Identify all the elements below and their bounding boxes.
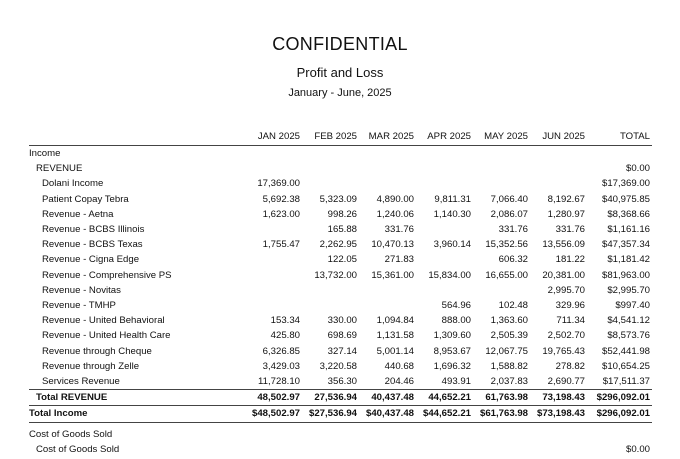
row-value-cell: 73,198.43 [530,390,587,406]
row-value-cell: 493.91 [441,376,471,388]
row-value-cell [302,283,359,298]
row-value-cell: 698.69 [327,330,357,342]
column-header-label [29,127,245,146]
row-value-cell: 11,728.10 [258,376,300,388]
row-value-cell: 327.14 [327,345,357,357]
row-value-cell: 16,655.00 [485,269,528,281]
row-value-cell: 102.48 [498,300,528,312]
row-value-cell: 1,140.30 [433,208,471,220]
row-value-cell [416,442,473,457]
row-total-cell: $296,092.01 [587,406,652,422]
row-value-cell: 2,995.70 [547,284,585,296]
row-value-cell: 9,811.31 [434,193,471,205]
column-header-row [29,127,652,146]
row-value-cell: 3,960.14 [433,239,471,251]
row-label: Revenue - Comprehensive PS [42,269,172,281]
row-value-cell [245,268,302,283]
row-value-cell [359,442,416,457]
report-period: January - June, 2025 [288,87,392,99]
row-value-cell: $40,437.48 [359,406,416,422]
row-total-cell: $52,441.98 [601,345,650,357]
total-revenue-row [29,390,652,406]
row-value-cell: 998.26 [327,208,357,220]
row-value-cell [416,176,473,191]
row-value-cell: 7,066.40 [490,193,528,205]
row-value-cell: 40,437.48 [359,390,416,406]
row-value-cell [302,176,359,191]
row-value-cell [473,442,530,457]
column-header: APR 2025 [416,127,473,146]
section-label-revenue: REVENUE [36,163,83,175]
row-value-cell: 3,429.03 [262,360,300,372]
row-value-cell [530,442,587,457]
row-total-cell: $10,654.25 [601,360,650,372]
row-total-cell: $47,357.34 [601,239,650,251]
row-value-cell: $48,502.97 [245,406,302,422]
row-total-cell: $1,181.42 [607,254,650,266]
row-value-cell: 8,192.67 [547,193,585,205]
row-value-cell: 1,363.60 [490,315,528,327]
row-value-cell: 2,262.95 [319,239,357,251]
row-total-cell: $40,975.85 [601,193,650,205]
revenue-line-row [29,374,652,390]
row-label: Cost of Goods Sold [36,443,120,455]
row-value-cell: 2,086.07 [490,208,528,220]
row-value-cell [245,442,302,457]
row-value-cell: 331.76 [555,224,585,236]
row-value-cell: 1,588.82 [490,360,528,372]
revenue-line-row [29,237,652,252]
row-value-cell: $27,536.94 [302,406,359,422]
row-value-cell: 15,352.56 [485,239,528,251]
row-value-cell: 13,732.00 [314,269,357,281]
row-value-cell [530,176,587,191]
row-value-cell: 5,692.38 [262,193,300,205]
revenue-line-row [29,192,652,207]
row-value-cell: 1,131.58 [376,330,414,342]
row-value-cell [359,176,416,191]
profit-loss-table [29,127,652,457]
row-value-cell: 19,765.43 [542,345,585,357]
column-header: MAR 2025 [359,127,416,146]
row-value-cell: 1,094.84 [376,315,414,327]
row-value-cell: 204.46 [384,376,414,388]
section-label-cogs: Cost of Goods Sold [29,428,113,440]
revenue-line-row [29,328,652,343]
row-value-cell: 8,953.67 [433,345,471,357]
row-value-cell [245,283,302,298]
row-total-cell: $81,963.00 [601,269,650,281]
row-value-cell: 44,652.21 [416,390,473,406]
row-label: Revenue - Novitas [42,284,121,296]
row-value-cell [416,252,473,267]
row-value-cell [473,283,530,298]
row-value-cell [359,298,416,313]
section-row-income [29,146,652,162]
row-value-cell: 440.68 [384,360,414,372]
row-label: Revenue through Zelle [42,360,140,372]
row-value-cell: 888.00 [441,315,471,327]
row-value-cell [245,222,302,237]
row-value-cell: $44,652.21 [416,406,473,422]
revenue-line-row [29,344,652,359]
row-value-cell [359,283,416,298]
row-value-cell [302,442,359,457]
row-value-cell: 606.32 [498,254,528,266]
row-value-cell: 4,890.00 [376,193,414,205]
revenue-line-row [29,222,652,237]
row-label: Revenue - United Health Care [42,330,171,342]
row-total-cell: $8,573.76 [607,330,650,342]
column-header: FEB 2025 [302,127,359,146]
revenue-line-row [29,207,652,222]
row-label: Patient Copay Tebra [42,193,129,205]
row-value-cell: 2,037.83 [490,376,528,388]
column-header: JAN 2025 [245,127,302,146]
row-label: Services Revenue [42,376,120,388]
row-label: Dolani Income [42,178,104,190]
row-value-cell: 17,369.00 [257,178,300,190]
revenue-line-row [29,313,652,328]
row-value-cell: 1,623.00 [262,208,300,220]
row-value-cell: 331.76 [498,224,528,236]
row-value-cell [416,283,473,298]
row-value-cell: 20,381.00 [542,269,585,281]
row-value-cell [302,298,359,313]
row-value-cell: 278.82 [555,360,585,372]
row-value-cell: 331.76 [384,224,414,236]
row-value-cell: 2,505.39 [490,330,528,342]
row-value-cell: 329.96 [555,300,585,312]
row-total-cell: $17,369.00 [601,178,650,190]
row-value-cell: 165.88 [327,224,357,236]
column-header-total: TOTAL [587,127,652,146]
row-value-cell: 181.22 [555,254,585,266]
total-income-row [29,406,652,422]
row-value-cell: 425.80 [270,330,300,342]
row-value-cell: 2,690.77 [547,376,585,388]
row-value-cell: 12,067.75 [485,345,528,357]
row-value-cell: 564.96 [441,300,471,312]
row-value-cell: 356.30 [327,376,357,388]
row-label: Revenue - Cigna Edge [42,254,140,266]
row-value-cell: $73,198.43 [530,406,587,422]
row-value-cell: 1,309.60 [433,330,471,342]
row-label: Revenue - Aetna [42,208,114,220]
row-value-cell: 5,323.09 [319,193,357,205]
row-total-cell: $2,995.70 [607,284,650,296]
revenue-line-row [29,359,652,374]
row-value-cell: 27,536.94 [302,390,359,406]
row-value-cell: 5,001.14 [376,345,414,357]
row-value-cell: 15,834.00 [428,269,471,281]
row-value-cell: 48,502.97 [245,390,302,406]
section-row-cogs [29,427,652,442]
section-label-income: Income [29,148,61,159]
revenue-line-row [29,268,652,283]
row-total-cell: $1,161.16 [607,224,650,236]
cogs-line-row [29,442,652,457]
report-confidential-title: CONFIDENTIAL [272,34,408,54]
row-value-cell: 271.83 [384,254,414,266]
row-label: Revenue through Cheque [42,345,152,357]
row-value-cell [245,252,302,267]
row-label: Total REVENUE [29,390,245,406]
column-header: MAY 2025 [473,127,530,146]
row-value-cell: $61,763.98 [473,406,530,422]
row-total-cell: $296,092.01 [587,390,652,406]
row-label: Total Income [29,406,245,422]
row-total-cell: $17,511.37 [602,376,650,388]
revenue-line-row [29,176,652,191]
row-label: Revenue - TMHP [42,300,116,312]
row-value-cell: 13,556.09 [542,239,585,251]
row-value-cell: 15,361.00 [371,269,414,281]
row-value-cell: 1,280.97 [547,208,585,220]
row-total-cell: $997.40 [615,300,650,312]
row-value-cell: 1,696.32 [433,360,471,372]
row-value-cell: 711.34 [556,315,585,327]
row-value-cell: 1,240.06 [376,208,414,220]
revenue-line-row [29,298,652,313]
row-value-cell: 2,502.70 [547,330,585,342]
row-value-cell: 122.05 [327,254,357,266]
revenue-header-total: $0.00 [625,163,650,175]
row-value-cell: 3,220.58 [319,360,357,372]
report-body [29,146,652,458]
row-label: Revenue - BCBS Illinois [42,224,145,236]
row-value-cell: 61,763.98 [473,390,530,406]
row-total-cell: $0.00 [625,443,650,455]
row-value-cell [473,176,530,191]
section-row-revenue [29,161,652,176]
row-total-cell: $4,541.12 [607,315,650,327]
row-value-cell: 330.00 [327,315,357,327]
row-label: Revenue - United Behavioral [42,315,165,327]
report-name: Profit and Loss [296,65,384,80]
row-total-cell: $8,368.66 [607,208,650,220]
row-value-cell: 6,326.85 [262,345,300,357]
row-value-cell: 1,755.47 [262,239,300,251]
row-value-cell: 10,470.13 [371,239,414,251]
column-header: JUN 2025 [530,127,587,146]
row-value-cell: 153.34 [270,315,300,327]
row-label: Revenue - BCBS Texas [42,239,143,251]
revenue-line-row [29,283,652,298]
row-value-cell [416,222,473,237]
revenue-line-row [29,252,652,267]
row-value-cell [245,298,302,313]
